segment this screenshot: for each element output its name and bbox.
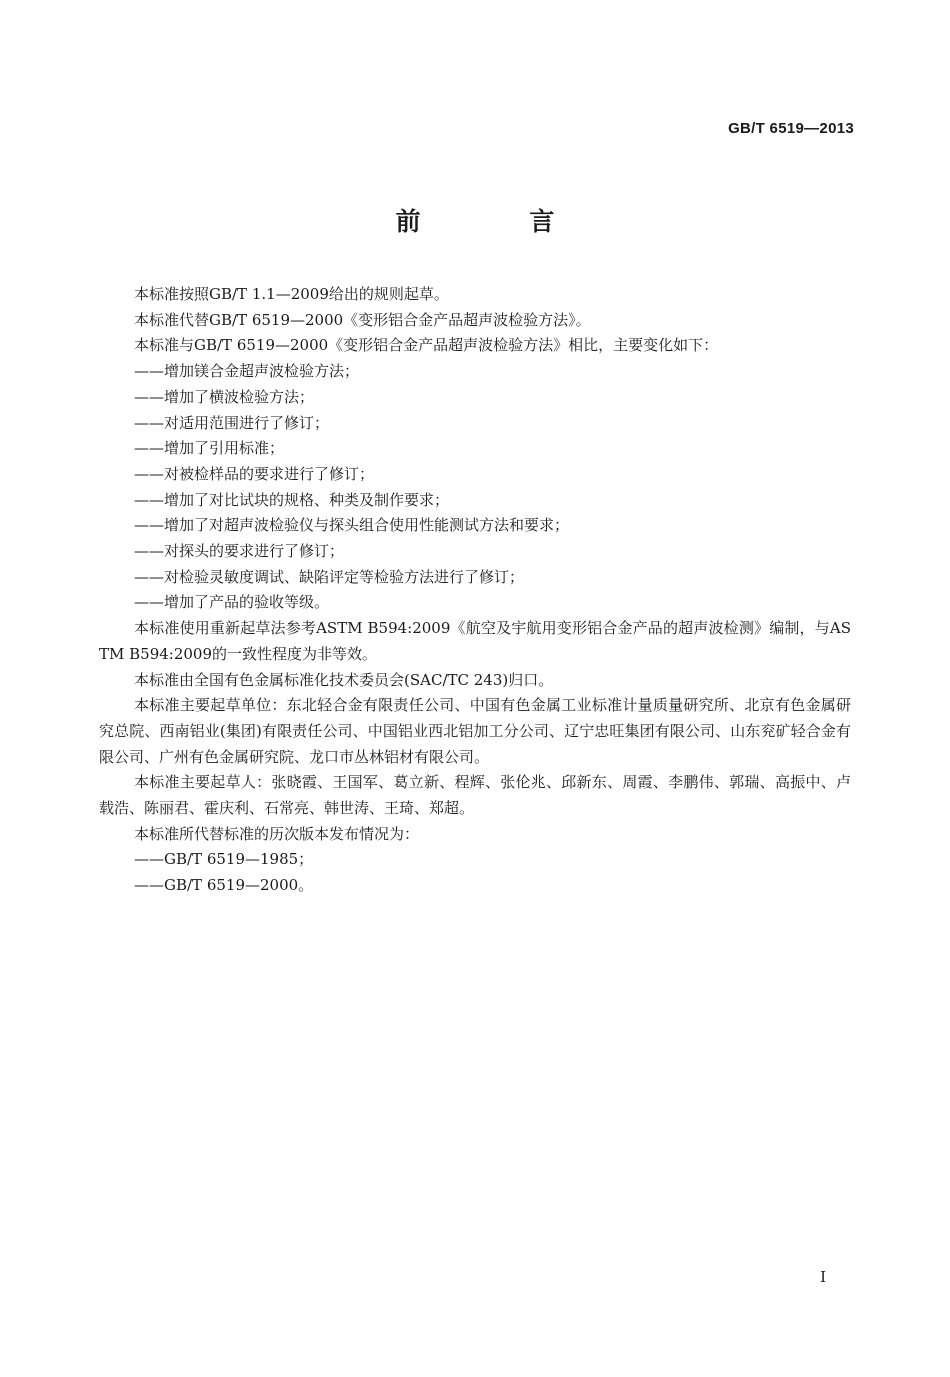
document-body (99, 282, 851, 899)
list-item: ——增加了对比试块的规格、种类及制作要求； (134, 490, 450, 509)
paragraph-committee: 本标准由全国有色金属标准化技术委员会(SAC/TC 243)归口。 (134, 670, 554, 689)
list-item: ——增加了对超声波检验仪与探头组合使用性能测试方法和要求； (134, 516, 570, 535)
page-title: 前 言 (395, 207, 605, 236)
list-item: ——增加了产品的验收等级。 (134, 593, 330, 612)
list-item: ——对适用范围进行了修订； (134, 413, 330, 432)
list-item: ——增加镁合金超声波检验方法； (134, 362, 360, 381)
paragraph-history-intro: 本标准所代替标准的历次版本发布情况为： (134, 824, 420, 843)
list-item: ——增加了横波检验方法； (134, 387, 315, 406)
list-item: ——对探头的要求进行了修订； (134, 542, 345, 561)
paragraph-reference-standard: 本标准使用重新起草法参考ASTM B594:2009《航空及宇航用变形铝合金产品的超声波检测》编制，与ASTM B594:2009的一致性程度为非等效。 (99, 619, 851, 663)
list-item: ——对被检样品的要求进行了修订； (134, 464, 375, 483)
standard-number: GB/T 6519—2013 (728, 120, 854, 137)
paragraph-replaces: 本标准代替GB/T 6519—2000《变形铝合金产品超声波检验方法》。 (134, 310, 591, 329)
list-item: ——GB/T 6519—2000。 (134, 876, 314, 895)
list-item: ——对检验灵敏度调试、缺陷评定等检验方法进行了修订； (134, 567, 525, 586)
list-item: ——GB/T 6519—1985； (134, 850, 314, 869)
paragraph-drafting-units: 本标准主要起草单位：东北轻合金有限责任公司、中国有色金属工业标准计量质量研究所、北京有色金属研究总院、西南铝业(集团)有限责任公司、中国铝业西北铝加工分公司、辽宁忠旺集团有限公司、山东兖矿轻合金有限公司、广州有色金属研究院、龙口市丛林铝材有限公司。 (99, 696, 851, 766)
paragraph-drafters: 本标准主要起草人：张晓霞、王国军、葛立新、程辉、张伦兆、邱新东、周霞、李鹏伟、郭瑞、高振中、卢载浩、陈丽君、霍庆利、石常亮、韩世涛、王琦、郑超。 (99, 773, 851, 818)
list-item: ——增加了引用标准； (134, 439, 285, 458)
page-number: I (820, 1268, 826, 1286)
paragraph-drafting-rules: 本标准按照GB/T 1.1—2009给出的规则起草。 (134, 285, 449, 303)
paragraph-changes-intro: 本标准与GB/T 6519—2000《变形铝合金产品超声波检验方法》相比，主要变化如下： (134, 336, 719, 355)
